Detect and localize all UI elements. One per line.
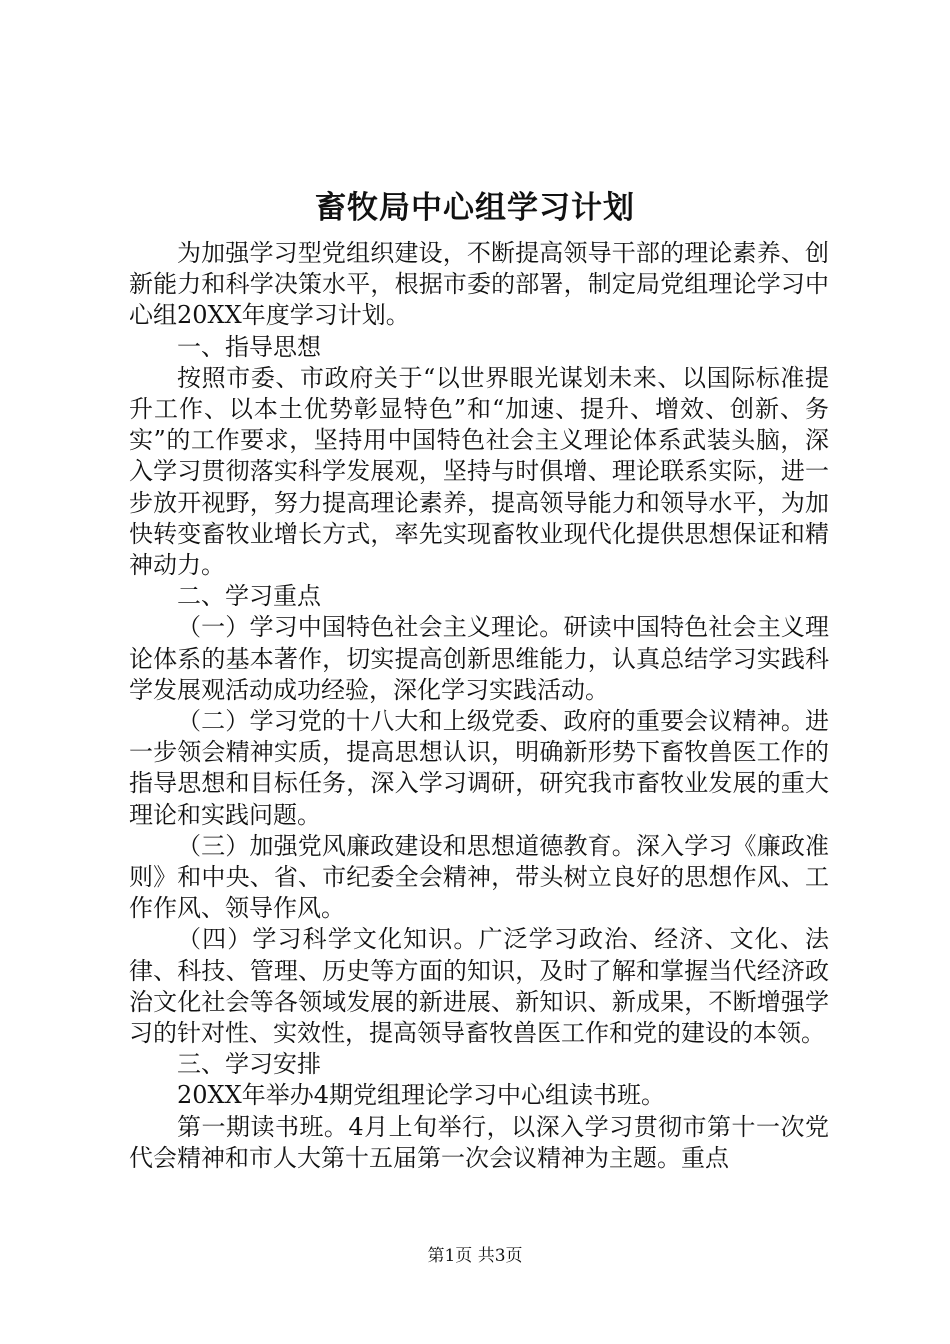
document-body bbox=[129, 238, 829, 1174]
paragraph-focus-2: （二）学习党的十八大和上级党委、政府的重要会议精神。进一步领会精神实质，提高思想认识，明确新形势下畜牧兽医工作的指导思想和目标任务，深入学习调研，研究我市畜牧业发展的重大理论和实践问题。 bbox=[129, 707, 829, 829]
heading-study-focus: 二、学习重点 bbox=[177, 582, 321, 611]
paragraph-guiding-ideology: 按照市委、市政府关于“以世界眼光谋划未来、以国际标准提升工作、以本土优势彰显特色”和“加速、提升、增效、创新、务实”的工作要求，坚持用中国特色社会主义理论体系武装头脑，深入学习贯彻落实科学发展观，坚持与时俱增、理论联系实际，进一步放开视野，努力提高理论素养，提高领导能力和领导水平，为加快转变畜牧业增长方式，率先实现畜牧业现代化提供思想保证和精神动力。 bbox=[129, 363, 829, 580]
paragraph-focus-3: （三）加强党风廉政建设和思想道德教育。深入学习《廉政准则》和中央、省、市纪委全会精神，带头树立良好的思想作风、工作作风、领导作风。 bbox=[129, 831, 829, 923]
paragraph-focus-1: （一）学习中国特色社会主义理论。研读中国特色社会主义理论体系的基本著作，切实提高创新思维能力，认真总结学习实践科学发展观活动成功经验，深化学习实践活动。 bbox=[129, 613, 829, 704]
heading-study-arrangement: 三、学习安排 bbox=[177, 1050, 321, 1079]
heading-guiding-ideology: 一、指导思想 bbox=[177, 332, 321, 361]
paragraph-first-session: 第一期读书班。4月上旬举行，以深入学习贯彻市第十一次党代会精神和市人大第十五届第一次会议精神为主题。重点 bbox=[129, 1112, 829, 1172]
page-footer: 第1页 共3页 bbox=[427, 1246, 523, 1266]
paragraph-focus-4: （四）学习科学文化知识。广泛学习政治、经济、文化、法律、科技、管理、历史等方面的知识，及时了解和掌握当代经济政治文化社会等各领域发展的新进展、新知识、新成果，不断增强学习的针对性、实效性，提高领导畜牧兽医工作和党的建设的本领。 bbox=[129, 925, 829, 1048]
document-title: 畜牧局中心组学习计划 bbox=[315, 190, 635, 226]
paragraph-intro: 为加强学习型党组织建设，不断提高领导干部的理论素养、创新能力和科学决策水平，根据市委的部署，制定局党组理论学习中心组20XX年度学习计划。 bbox=[129, 239, 829, 330]
paragraph-arrangement-summary: 20XX年举办4期党组理论学习中心组读书班。 bbox=[177, 1081, 665, 1110]
